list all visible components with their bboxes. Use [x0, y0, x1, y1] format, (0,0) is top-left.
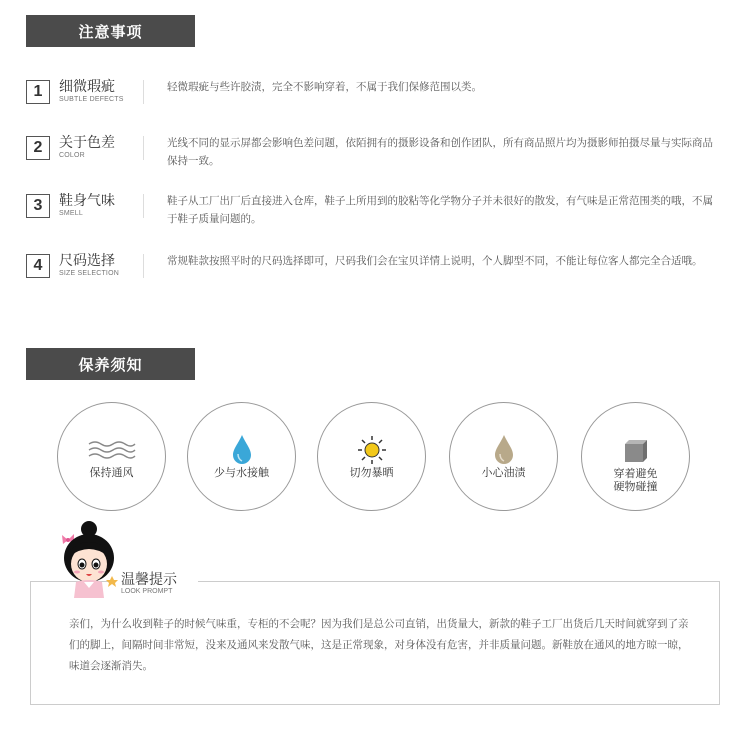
wind-icon	[58, 433, 165, 467]
divider	[143, 254, 144, 278]
note-number: 1	[26, 80, 50, 104]
oil-drop-icon	[450, 433, 557, 467]
note-subtitle: SMELL	[59, 210, 83, 217]
note-description: 光线不同的显示屏都会影响色差问题，依陌拥有的摄影设备和创作团队，所有商品照片均为摄影师拍摄尽量与实际商品保持一致。	[167, 137, 713, 167]
note-subtitle: SIZE SELECTION	[59, 270, 119, 277]
note-subtitle: SUBTLE DEFECTS	[59, 96, 124, 103]
note-number: 3	[26, 194, 50, 218]
note-title: 细微瑕疵	[59, 79, 115, 95]
note-title: 鞋身气味	[59, 193, 115, 209]
care-label: 切勿暴晒	[349, 466, 394, 479]
tip-box	[30, 581, 720, 705]
cartoon-girl-icon	[58, 520, 120, 598]
sun-icon	[318, 433, 425, 467]
care-label-line-1: 穿着避免	[613, 467, 658, 480]
care-label-line-2: 硬物碰撞	[613, 480, 658, 493]
care-label: 保持通风	[89, 466, 134, 479]
hard-cube-icon	[582, 435, 689, 469]
water-drop-icon	[188, 433, 295, 467]
tip-subtitle: LOOK PROMPT	[121, 588, 173, 595]
care-label: 少与水接触	[214, 466, 269, 479]
divider	[143, 80, 144, 104]
note-number: 2	[26, 136, 50, 160]
note-item-1	[26, 80, 726, 120]
note-number: 4	[26, 254, 50, 278]
care-item-ventilation	[57, 402, 166, 511]
divider	[143, 194, 144, 218]
note-title: 尺码选择	[59, 253, 115, 269]
note-item-2	[26, 136, 726, 176]
note-subtitle: COLOR	[59, 152, 85, 159]
note-title: 关于色差	[59, 135, 115, 151]
note-description: 常规鞋款按照平时的尺码选择即可，尺码我们会在宝贝详情上说明，个人脚型不同，不能让每位客人都完全合适哦。	[167, 255, 703, 267]
care-item-impact	[581, 402, 690, 511]
care-section-header: 保养须知	[26, 348, 195, 380]
divider	[143, 136, 144, 160]
note-description: 鞋子从工厂出厂后直接进入仓库，鞋子上所用到的胶粘等化学物分子并未很好的散发，有气味是正常范围类的哦，不属于鞋子质量问题的。	[167, 195, 713, 225]
care-label: 小心油渍	[481, 466, 526, 479]
notes-section-header: 注意事项	[26, 15, 195, 47]
care-item-sun	[317, 402, 426, 511]
tip-title: 温馨提示	[121, 572, 177, 588]
care-item-water	[187, 402, 296, 511]
tip-text: 亲们，为什么收到鞋子的时候气味重，专柜的不会呢？因为我们是总公司直销，出货量大，新款的鞋子工厂出货后几天时间就穿到了亲们的脚上，间隔时间非常短，没来及通风来发散气味，这是正常现象，对身体没有危害，并非质量问题。新鞋放在通风的地方晾一晾，味道会逐渐消失。	[69, 618, 689, 672]
care-item-oil	[449, 402, 558, 511]
note-item-4	[26, 254, 726, 294]
note-item-3	[26, 194, 726, 234]
note-description: 轻微瑕疵与些许胶渍，完全不影响穿着，不属于我们保修范围以类。	[167, 81, 482, 93]
